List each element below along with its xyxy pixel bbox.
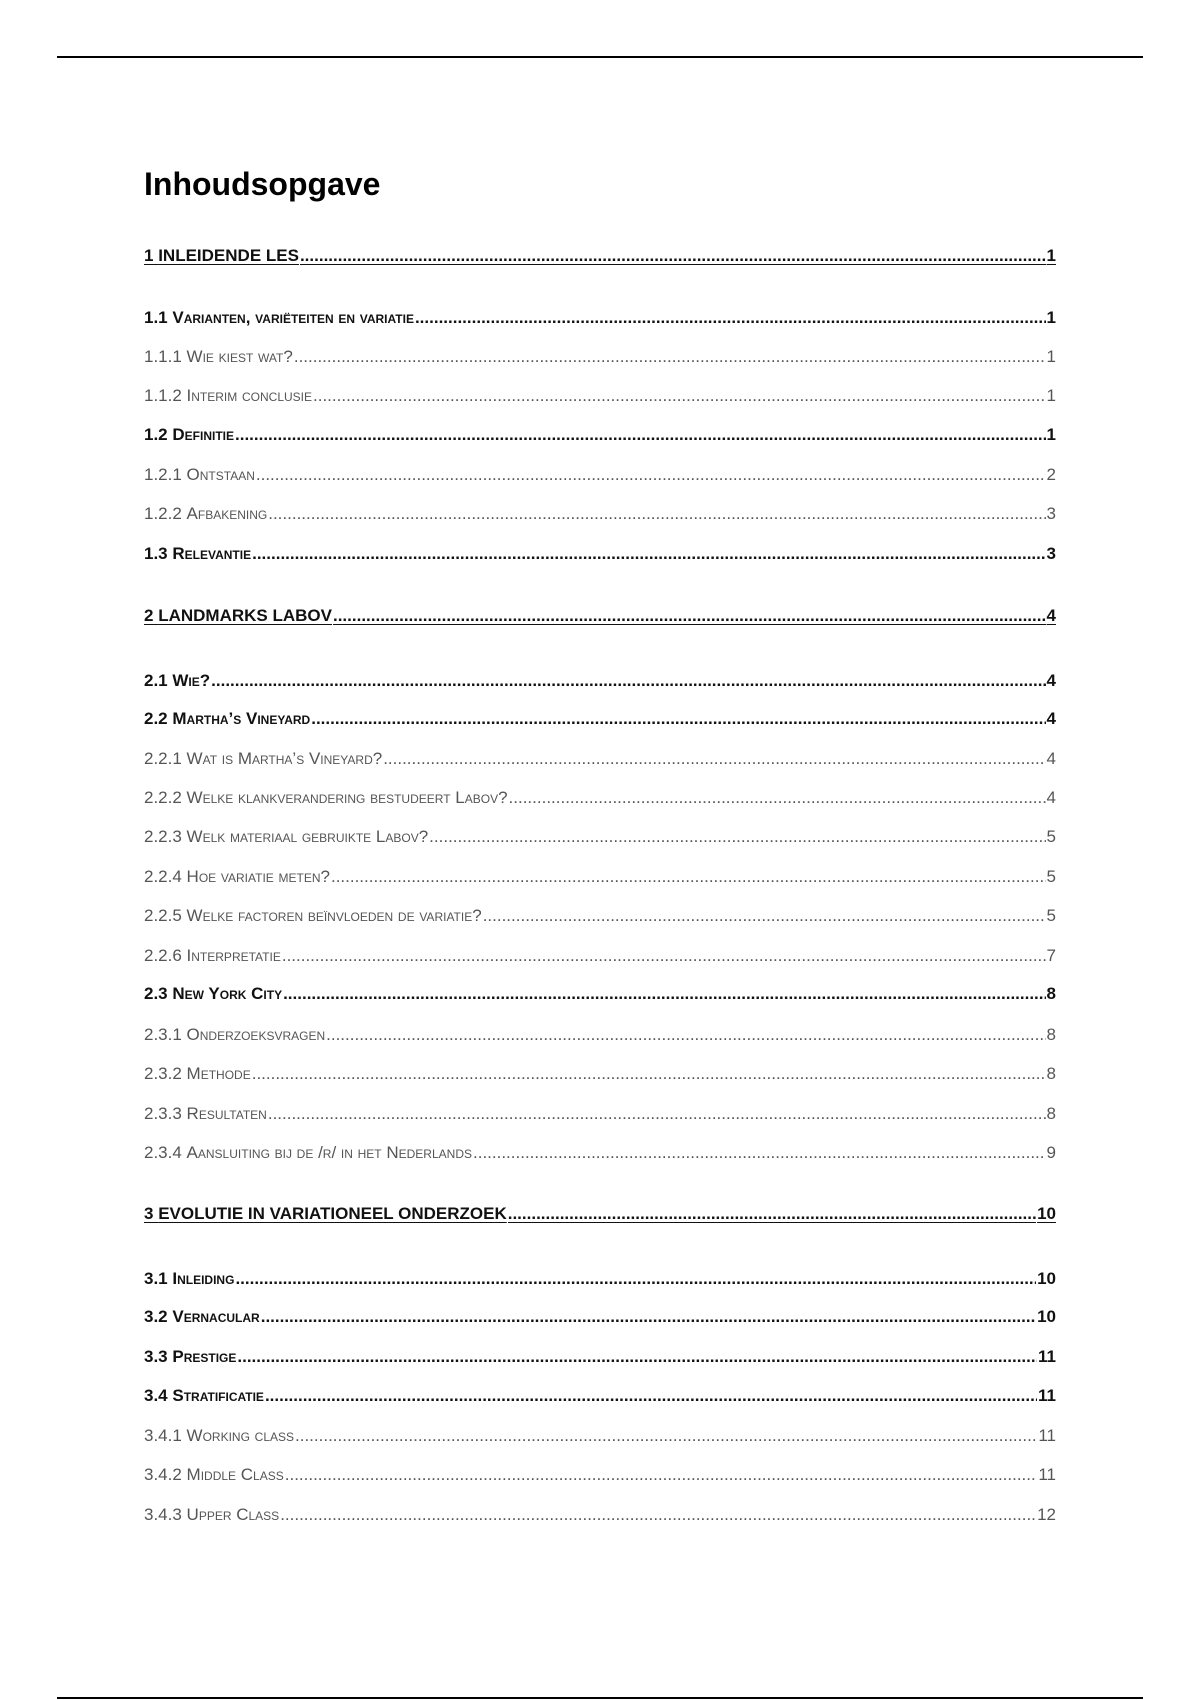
toc-leader <box>285 1464 1038 1486</box>
toc-entry[interactable] <box>144 543 1056 565</box>
toc-leader <box>235 1268 1036 1290</box>
toc-entry-page: 1 <box>1046 347 1056 366</box>
toc-entry-page: 4 <box>1046 788 1056 807</box>
toc-entry[interactable] <box>144 787 1056 809</box>
toc-entry-label: Onderzoeksvragen <box>186 1025 326 1044</box>
toc-entry-label: Working class <box>186 1426 295 1445</box>
toc-leader <box>280 1504 1036 1526</box>
toc-entry-label: Welke factoren beïnvloeden de variatie? <box>186 906 482 925</box>
toc-entry-label: Vernacular <box>172 1307 260 1326</box>
toc-entry-page: 1 <box>1046 386 1056 405</box>
toc-entry[interactable] <box>144 1063 1056 1085</box>
toc-entry-page: 10 <box>1037 1204 1056 1223</box>
toc-entry[interactable] <box>144 1385 1056 1407</box>
toc-leader <box>508 1203 1036 1225</box>
toc-leader <box>295 1425 1037 1447</box>
toc-entry-label: Varianten, variëteiten en variatie <box>172 308 414 327</box>
toc-entry-label: Interpretatie <box>186 946 281 965</box>
toc-entry-label: Afbakening <box>186 504 268 523</box>
toc-entry-label: INLEIDENDE LES <box>158 246 299 265</box>
toc-entry-label: Middle Class <box>186 1465 284 1484</box>
toc-leader <box>283 983 1045 1005</box>
toc-leader <box>252 543 1045 565</box>
toc-entry-number: 2.2.4 <box>144 867 182 886</box>
toc-entry-page: 4 <box>1046 709 1056 728</box>
toc-entry-number: 2.2.1 <box>144 749 182 768</box>
toc-entry-page: 5 <box>1046 906 1056 925</box>
toc-leader <box>473 1142 1046 1164</box>
toc-entry[interactable] <box>144 945 1056 967</box>
toc-entry-number: 1.1.1 <box>144 347 182 366</box>
toc-leader <box>268 1103 1046 1125</box>
toc-entry[interactable] <box>144 826 1056 848</box>
toc-entry-page: 1 <box>1046 425 1056 444</box>
toc-entry-label: Martha’s Vineyard <box>172 709 311 728</box>
toc-entry-label: Prestige <box>172 1347 237 1366</box>
toc-entry-page: 4 <box>1046 606 1056 625</box>
toc-entry[interactable] <box>144 1103 1056 1125</box>
toc-entry-page: 5 <box>1046 867 1056 886</box>
toc-entry-label: Inleiding <box>172 1269 235 1288</box>
toc-entry-label: Aansluiting bij de /r/ in het Nederlands <box>186 1143 472 1162</box>
toc-entry[interactable] <box>144 346 1056 368</box>
toc-entry-page: 11 <box>1038 1347 1056 1366</box>
toc-leader <box>429 826 1045 848</box>
toc-entry-label: LANDMARKS LABOV <box>158 606 332 625</box>
toc-leader <box>235 424 1046 446</box>
toc-entry[interactable] <box>144 605 1056 627</box>
toc-entry-label: Ontstaan <box>186 465 255 484</box>
toc-entry-number: 2 <box>144 606 154 625</box>
toc-entry-number: 1.1 <box>144 308 168 327</box>
toc-entry-number: 2.1 <box>144 671 168 690</box>
toc-entry-page: 11 <box>1038 1386 1056 1405</box>
toc-leader <box>261 1306 1036 1328</box>
toc-entry-number: 3.4.3 <box>144 1505 182 1524</box>
toc-entry[interactable] <box>144 905 1056 927</box>
toc-leader <box>333 605 1046 627</box>
toc-entry-label: Relevantie <box>172 544 252 563</box>
toc-entry-page: 8 <box>1046 1104 1056 1123</box>
toc-entry-number: 1.2.2 <box>144 504 182 523</box>
toc-entry[interactable] <box>144 424 1056 446</box>
toc-entry-number: 2.2.3 <box>144 827 182 846</box>
toc-entry[interactable] <box>144 464 1056 486</box>
toc-leader <box>326 1024 1045 1046</box>
toc-entry[interactable] <box>144 503 1056 525</box>
toc-entry-label: Methode <box>186 1064 251 1083</box>
toc-entry-number: 2.3.2 <box>144 1064 182 1083</box>
toc-entry-page: 3 <box>1046 504 1056 523</box>
footer-rule <box>57 1697 1143 1699</box>
toc-entry-page: 8 <box>1046 984 1056 1003</box>
toc-entry-page: 4 <box>1046 671 1056 690</box>
toc-entry-page: 5 <box>1046 827 1056 846</box>
toc-entry[interactable] <box>144 866 1056 888</box>
toc-entry[interactable] <box>144 1203 1056 1225</box>
toc-entry-label: Stratificatie <box>172 1386 264 1405</box>
toc-entry-label: Hoe variatie meten? <box>186 867 330 886</box>
toc-entry-page: 8 <box>1046 1064 1056 1083</box>
toc-leader <box>300 245 1046 267</box>
toc-leader <box>483 905 1046 927</box>
toc-entry[interactable] <box>144 307 1056 329</box>
toc-entry-label: Definitie <box>172 425 234 444</box>
toc-leader <box>237 1346 1037 1368</box>
toc-entry-label: EVOLUTIE IN VARIATIONEEL ONDERZOEK <box>158 1204 507 1223</box>
toc-entry[interactable] <box>144 1142 1056 1164</box>
toc-entry-number: 2.2.2 <box>144 788 182 807</box>
toc-entry-number: 1.2.1 <box>144 465 182 484</box>
toc-leader <box>265 1385 1037 1407</box>
toc-entry-number: 2.3.4 <box>144 1143 182 1162</box>
toc-entry-label: Upper Class <box>186 1505 280 1524</box>
toc-entry[interactable] <box>144 1425 1056 1447</box>
toc-entry-page: 2 <box>1046 465 1056 484</box>
toc-entry-number: 2.2.5 <box>144 906 182 925</box>
toc-entry[interactable] <box>144 670 1056 692</box>
toc-entry-label: Wie? <box>172 671 211 690</box>
toc-leader <box>211 670 1045 692</box>
toc-entry-page: 10 <box>1037 1307 1056 1326</box>
toc-entry-number: 1.1.2 <box>144 386 182 405</box>
toc-entry-label: Welke klankverandering bestudeert Labov? <box>186 788 508 807</box>
toc-entry-number: 3.1 <box>144 1269 168 1288</box>
page-title: Inhoudsopgave <box>144 166 381 202</box>
toc-entry-number: 1.2 <box>144 425 168 444</box>
toc-entry-page: 9 <box>1046 1143 1056 1162</box>
toc-entry-page: 11 <box>1038 1465 1056 1484</box>
toc-entry[interactable] <box>144 708 1056 730</box>
toc-entry-page: 4 <box>1046 749 1056 768</box>
toc-entry[interactable] <box>144 1306 1056 1328</box>
toc-leader <box>313 385 1046 407</box>
toc-leader <box>256 464 1046 486</box>
toc-leader <box>294 346 1046 368</box>
toc-entry-page: 1 <box>1046 246 1056 265</box>
toc-entry-page: 11 <box>1038 1426 1056 1445</box>
header-rule <box>57 56 1143 58</box>
toc-entry[interactable] <box>144 385 1056 407</box>
toc-entry-label: Resultaten <box>186 1104 267 1123</box>
toc-entry-number: 1.3 <box>144 544 168 563</box>
toc-entry-number: 2.3.1 <box>144 1025 182 1044</box>
toc-leader <box>268 503 1045 525</box>
toc-leader <box>282 945 1046 967</box>
toc-entry-number: 3.3 <box>144 1347 168 1366</box>
toc-entry-number: 3.4.1 <box>144 1426 182 1445</box>
toc-entry[interactable] <box>144 1024 1056 1046</box>
toc-entry-label: Interim conclusie <box>186 386 313 405</box>
toc-entry-number: 3 <box>144 1204 154 1223</box>
toc-entry-number: 3.4.2 <box>144 1465 182 1484</box>
toc-leader <box>415 307 1046 329</box>
toc-entry-label: Wie kiest wat? <box>186 347 293 366</box>
toc-entry-label: Wat is Martha’s Vineyard? <box>186 749 383 768</box>
toc-entry-label: New York City <box>172 984 283 1003</box>
toc-entry-page: 7 <box>1046 946 1056 965</box>
toc-entry[interactable] <box>144 983 1056 1005</box>
toc-entry-number: 2.2.6 <box>144 946 182 965</box>
toc-entry-number: 2.2 <box>144 709 168 728</box>
toc-entry[interactable] <box>144 1268 1056 1290</box>
toc-entry-number: 3.2 <box>144 1307 168 1326</box>
toc-leader <box>252 1063 1046 1085</box>
toc-leader <box>331 866 1046 888</box>
toc-entry[interactable] <box>144 748 1056 770</box>
toc-entry-page: 10 <box>1037 1269 1056 1288</box>
toc-entry-page: 12 <box>1037 1505 1056 1524</box>
toc-entry[interactable] <box>144 1464 1056 1486</box>
toc-entry-page: 3 <box>1046 544 1056 563</box>
toc-entry-label: Welk materiaal gebruikte Labov? <box>186 827 429 846</box>
toc-leader <box>311 708 1045 730</box>
toc-entry-page: 1 <box>1046 308 1056 327</box>
toc-leader <box>383 748 1045 770</box>
toc-entry-number: 2.3 <box>144 984 168 1003</box>
toc-entry-number: 1 <box>144 246 154 265</box>
toc-entry[interactable] <box>144 1504 1056 1526</box>
toc-entry[interactable] <box>144 245 1056 267</box>
toc-entry-page: 8 <box>1046 1025 1056 1044</box>
toc-leader <box>509 787 1046 809</box>
toc-entry-number: 2.3.3 <box>144 1104 182 1123</box>
toc-entry[interactable] <box>144 1346 1056 1368</box>
toc-entry-number: 3.4 <box>144 1386 168 1405</box>
